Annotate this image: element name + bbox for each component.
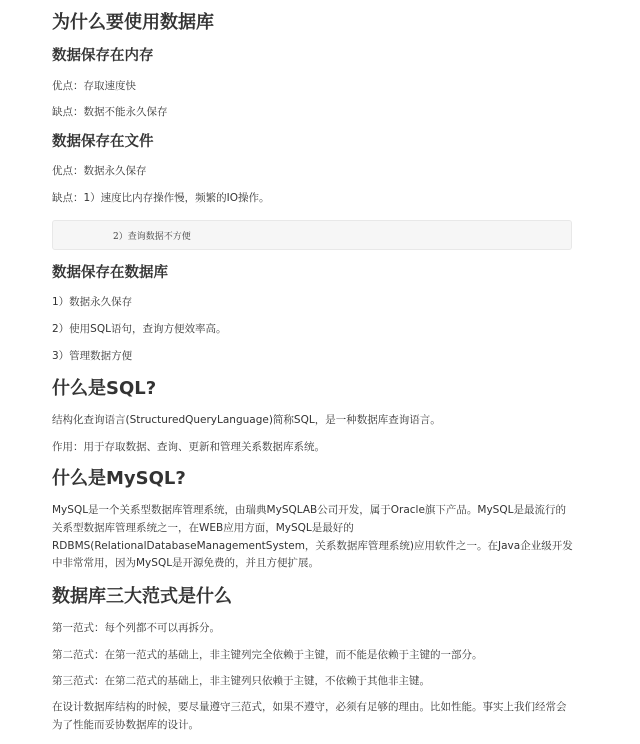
heading-mysql: 什么是MySQL? — [52, 468, 186, 489]
file-con: 缺点：1）速度比内存操作慢，频繁的IO操作。 — [52, 192, 270, 204]
code-block — [52, 220, 572, 250]
normal-form-item: 第三范式：在第二范式的基础上，非主键列只依赖于主键，不依赖于其他非主键。 — [52, 675, 430, 687]
sql-definition: 结构化查询语言(StructuredQueryLanguage)简称SQL，是一种数据库查询语言。 — [52, 414, 441, 426]
db-item: 3）管理数据方便 — [52, 350, 133, 362]
memory-pro: 优点：存取速度快 — [52, 80, 136, 92]
code-text: 2）查询数据不方便 — [113, 232, 191, 242]
normal-form-item: 第二范式：在第一范式的基础上，非主键列完全依赖于主键，而不能是依赖于主键的一部分。 — [52, 649, 483, 661]
mysql-description: MySQL是一个关系型数据库管理系统，由瑞典MySQLAB公司开发，属于Oracle旗下产品。MySQL是最流行的关系型数据库管理系统之一，在WEB应用方面，MySQL是最好的 RDBMS(RelationalDatabaseManagementSystem，关系数据库管理系统)应用软件之一。在Java企业级开发中非常常用，因为MySQL是开源免费的，并且方便扩展。 — [52, 504, 573, 570]
heading-memory: 数据保存在内存 — [52, 48, 154, 64]
db-item: 2）使用SQL语句，查询方便效率高。 — [52, 323, 227, 335]
heading-database: 数据保存在数据库 — [52, 265, 168, 281]
sql-usage: 作用：用于存取数据、查询、更新和管理关系数据库系统。 — [52, 441, 325, 453]
heading-why-database: 为什么要使用数据库 — [52, 12, 214, 33]
memory-con: 缺点：数据不能永久保存 — [52, 106, 168, 118]
heading-sql: 什么是SQL? — [52, 378, 157, 399]
heading-normal-forms: 数据库三大范式是什么 — [52, 586, 232, 607]
normal-form-item: 第一范式：每个列都不可以再拆分。 — [52, 622, 220, 634]
heading-file: 数据保存在文件 — [52, 134, 154, 150]
file-pro: 优点：数据永久保存 — [52, 165, 147, 177]
normal-form-note: 在设计数据库结构的时候，要尽量遵守三范式，如果不遵守，必须有足够的理由。比如性能。事实上我们经常会为了性能而妥协数据库的设计。 — [52, 701, 567, 731]
db-item: 1）数据永久保存 — [52, 296, 133, 308]
